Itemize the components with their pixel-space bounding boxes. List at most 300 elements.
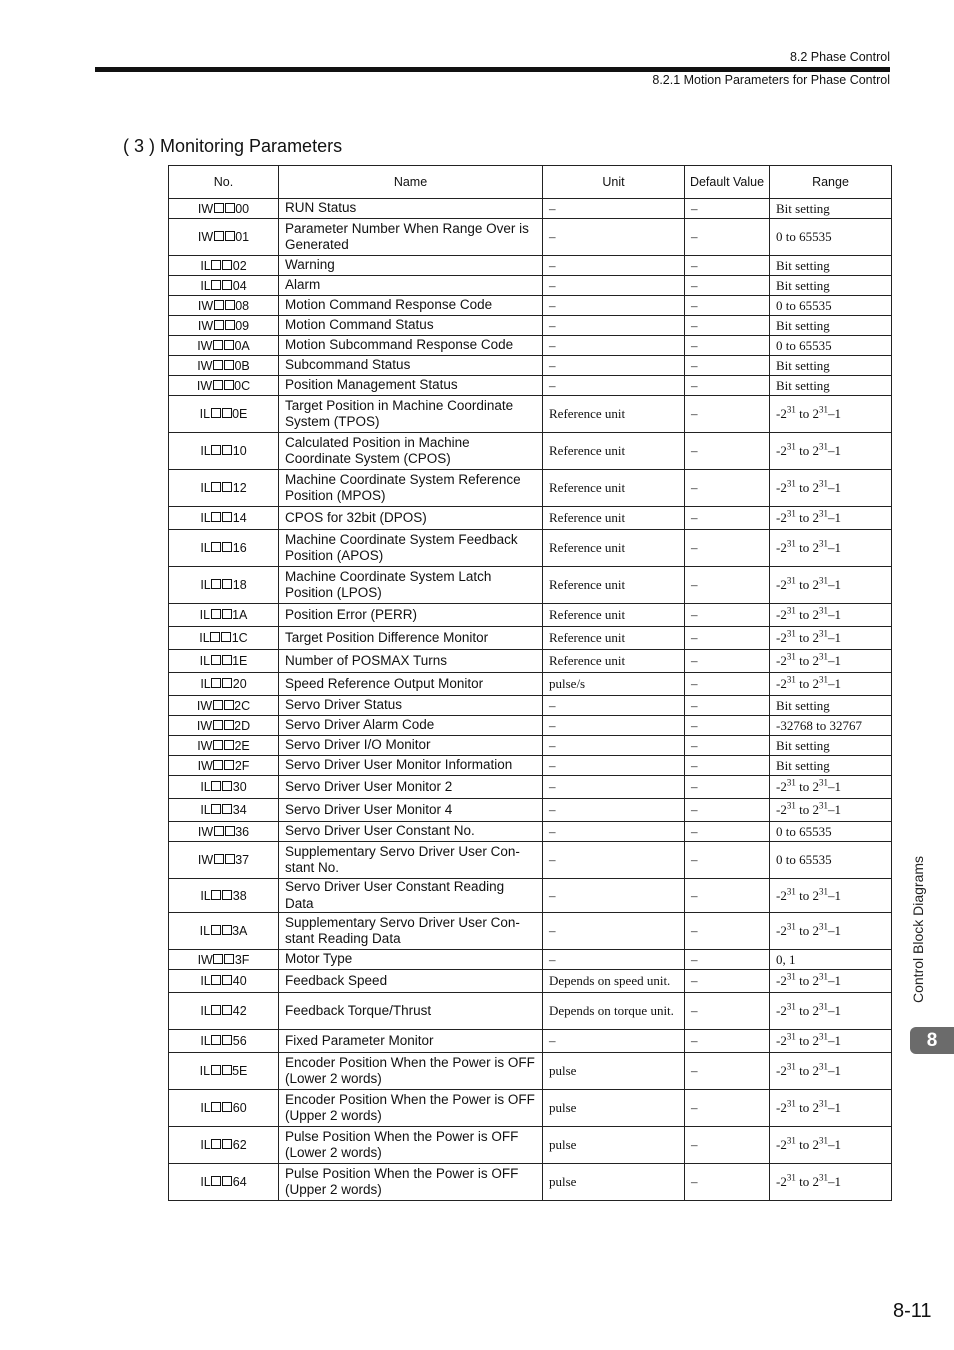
register-prefix: IW [197, 230, 214, 244]
param-default: – [685, 1127, 770, 1164]
header-section: 8.2 Phase Control [789, 50, 890, 64]
register-prefix: IW [196, 698, 213, 713]
axis-placeholder-box [211, 1035, 221, 1045]
table-row [169, 696, 892, 716]
param-name: Supplementary Servo Driver User Con-stant Reading Data [279, 913, 543, 950]
param-unit: – [543, 376, 685, 396]
param-range: 0 to 65535 [770, 822, 892, 842]
param-name: CPOS for 32bit (DPOS) [279, 507, 543, 530]
register-prefix: IL [200, 511, 211, 525]
param-default: – [685, 993, 770, 1030]
axis-placeholder-box [211, 975, 221, 985]
param-name: Servo Driver User Constant Reading Data [279, 879, 543, 913]
header-rule [95, 67, 890, 72]
param-default: – [685, 1053, 770, 1090]
param-range: $-2^{31}$ to $2^{31}-1$ [770, 1053, 892, 1090]
param-range: Bit setting [770, 316, 892, 336]
param-default: – [685, 316, 770, 336]
param-name: Calculated Position in Machine Coordinate System (CPOS) [279, 433, 543, 470]
register-offset: 64 [232, 1175, 247, 1189]
axis-placeholder-box [222, 1139, 232, 1149]
param-name: Position Error (PERR) [279, 604, 543, 627]
param-unit: Depends on speed unit. [543, 970, 685, 993]
param-number [169, 879, 279, 913]
param-name: Position Management Status [279, 376, 543, 396]
axis-placeholder-box [224, 740, 234, 750]
param-range: $-2^{31}$ to $2^{31}-1$ [770, 433, 892, 470]
param-number [169, 696, 279, 716]
table-row [169, 376, 892, 396]
param-unit: – [543, 799, 685, 822]
param-unit: pulse [543, 1127, 685, 1164]
register-offset: 08 [235, 298, 250, 313]
param-default: – [685, 736, 770, 756]
register-offset: 38 [232, 888, 247, 903]
param-number [169, 433, 279, 470]
axis-placeholder-box [225, 854, 235, 864]
register-offset: 34 [232, 803, 247, 817]
register-prefix: IL [200, 578, 211, 592]
table-row [169, 356, 892, 376]
axis-placeholder-box [211, 482, 221, 492]
monitoring-parameters-table [168, 165, 892, 1201]
table-row [169, 1030, 892, 1053]
param-name: Servo Driver I/O Monitor [279, 736, 543, 756]
register-prefix: IL [199, 654, 211, 668]
param-default: – [685, 276, 770, 296]
table-body [169, 199, 892, 1201]
table-row [169, 296, 892, 316]
table-row [169, 673, 892, 696]
table-row [169, 627, 892, 650]
param-name: Servo Driver Status [279, 696, 543, 716]
register-offset: 37 [235, 853, 250, 867]
axis-placeholder-box [224, 380, 234, 390]
param-number [169, 1030, 279, 1053]
param-name: Speed Reference Output Monitor [279, 673, 543, 696]
param-unit: Reference unit [543, 396, 685, 433]
table-row [169, 470, 892, 507]
axis-placeholder-box [222, 1035, 232, 1045]
register-prefix: IW [197, 358, 213, 373]
param-number [169, 376, 279, 396]
param-number [169, 219, 279, 256]
register-prefix: IW [197, 758, 213, 773]
param-default: – [685, 219, 770, 256]
param-unit: Reference unit [543, 530, 685, 567]
param-number [169, 1127, 279, 1164]
param-number [169, 627, 279, 650]
table-row [169, 913, 892, 950]
param-unit: – [543, 879, 685, 913]
register-prefix: IL [199, 407, 211, 421]
param-range: $-2^{31}$ to $2^{31}-1$ [770, 396, 892, 433]
axis-placeholder-box [221, 632, 231, 642]
axis-placeholder-box [224, 340, 234, 350]
axis-placeholder-box [222, 1065, 232, 1075]
param-default: – [685, 336, 770, 356]
param-unit: Reference unit [543, 567, 685, 604]
param-default: – [685, 970, 770, 993]
axis-placeholder-box [224, 700, 234, 710]
table-row [169, 1164, 892, 1201]
param-unit: – [543, 716, 685, 736]
param-default: – [685, 530, 770, 567]
register-offset: 36 [235, 824, 250, 839]
register-offset: 18 [232, 578, 247, 592]
param-default: – [685, 913, 770, 950]
axis-placeholder-box [222, 925, 232, 935]
register-prefix: IL [200, 1101, 211, 1115]
axis-placeholder-box [213, 380, 223, 390]
register-offset: 16 [232, 541, 247, 555]
param-number [169, 396, 279, 433]
param-default: – [685, 673, 770, 696]
axis-placeholder-box [211, 512, 221, 522]
axis-placeholder-box [222, 1005, 232, 1015]
header-unit: Unit [543, 166, 685, 199]
param-range: 0, 1 [770, 950, 892, 970]
axis-placeholder-box [222, 1102, 232, 1112]
register-prefix: IL [200, 1034, 211, 1048]
param-unit: Reference unit [543, 650, 685, 673]
axis-placeholder-box [211, 1005, 221, 1015]
table-row [169, 219, 892, 256]
param-number [169, 1090, 279, 1127]
register-offset: 30 [232, 780, 247, 794]
axis-placeholder-box [222, 482, 232, 492]
table-row [169, 799, 892, 822]
register-offset: 00 [235, 201, 250, 216]
axis-placeholder-box [222, 1176, 232, 1186]
axis-placeholder-box [225, 320, 235, 330]
param-name: Machine Coordinate System Reference Position (MPOS) [279, 470, 543, 507]
param-name: Target Position in Machine Coordinate System (TPOS) [279, 396, 543, 433]
axis-placeholder-box [211, 781, 221, 791]
param-number [169, 736, 279, 756]
param-number [169, 530, 279, 567]
param-unit: pulse [543, 1090, 685, 1127]
param-range: Bit setting [770, 199, 892, 219]
param-name: Fixed Parameter Monitor [279, 1030, 543, 1053]
section-title: ( 3 ) Monitoring Parameters [123, 136, 343, 156]
axis-placeholder-box [211, 408, 221, 418]
param-range: $-2^{31}$ to $2^{31}-1$ [770, 913, 892, 950]
register-offset: 09 [235, 318, 250, 333]
param-default: – [685, 604, 770, 627]
axis-placeholder-box [222, 975, 232, 985]
param-name: Feedback Torque/Thrust [279, 993, 543, 1030]
register-offset: 56 [232, 1034, 247, 1048]
param-number [169, 256, 279, 276]
param-number [169, 336, 279, 356]
axis-placeholder-box [211, 260, 221, 270]
param-range: $-2^{31}$ to $2^{31}-1$ [770, 567, 892, 604]
param-unit: – [543, 336, 685, 356]
param-default: – [685, 296, 770, 316]
param-unit: Reference unit [543, 627, 685, 650]
register-offset: 1C [231, 631, 248, 645]
axis-placeholder-box [222, 579, 232, 589]
axis-placeholder-box [214, 203, 224, 213]
param-range: Bit setting [770, 356, 892, 376]
register-offset: 42 [232, 1004, 247, 1018]
param-unit: Reference unit [543, 433, 685, 470]
param-name: Machine Coordinate System Feedback Position (APOS) [279, 530, 543, 567]
register-prefix: IW [197, 298, 214, 313]
param-default: – [685, 199, 770, 219]
register-offset: 0A [234, 338, 250, 353]
param-unit: Reference unit [543, 470, 685, 507]
param-unit: – [543, 276, 685, 296]
param-range: $-2^{31}$ to $2^{31}-1$ [770, 1090, 892, 1127]
register-offset: 40 [232, 974, 247, 988]
param-default: – [685, 256, 770, 276]
register-offset: 14 [232, 511, 247, 525]
axis-placeholder-box [222, 445, 232, 455]
param-number [169, 507, 279, 530]
table-row [169, 716, 892, 736]
table-row [169, 256, 892, 276]
axis-placeholder-box [213, 360, 223, 370]
param-default: – [685, 650, 770, 673]
register-offset: 1E [232, 654, 248, 668]
axis-placeholder-box [225, 300, 235, 310]
param-range: Bit setting [770, 736, 892, 756]
register-prefix: IL [199, 924, 211, 938]
axis-placeholder-box [225, 203, 235, 213]
param-range: Bit setting [770, 756, 892, 776]
param-default: – [685, 1090, 770, 1127]
param-range: -32768 to 32767 [770, 716, 892, 736]
param-unit: – [543, 913, 685, 950]
param-range: $-2^{31}$ to $2^{31}-1$ [770, 470, 892, 507]
param-name: Machine Coordinate System Latch Position (LPOS) [279, 567, 543, 604]
table-row [169, 276, 892, 296]
param-name: Target Position Difference Monitor [279, 627, 543, 650]
register-offset: 3F [234, 952, 250, 967]
axis-placeholder-box [222, 804, 232, 814]
param-number [169, 776, 279, 799]
register-prefix: IW [197, 338, 213, 353]
axis-placeholder-box [214, 826, 224, 836]
register-prefix: IL [200, 258, 211, 273]
axis-placeholder-box [211, 1102, 221, 1112]
register-prefix: IL [200, 780, 211, 794]
header-subsection: 8.2.1 Motion Parameters for Phase Control [652, 73, 890, 87]
param-range: $-2^{31}$ to $2^{31}-1$ [770, 627, 892, 650]
axis-placeholder-box [211, 609, 221, 619]
param-range: 0 to 65535 [770, 296, 892, 316]
register-offset: 12 [232, 481, 247, 495]
register-offset: 20 [232, 677, 247, 691]
param-unit: – [543, 950, 685, 970]
param-number [169, 296, 279, 316]
param-number [169, 604, 279, 627]
param-number [169, 993, 279, 1030]
axis-placeholder-box [214, 231, 224, 241]
param-default: – [685, 950, 770, 970]
param-name: Servo Driver User Constant No. [279, 822, 543, 842]
param-range: Bit setting [770, 276, 892, 296]
axis-placeholder-box [213, 340, 223, 350]
axis-placeholder-box [214, 854, 224, 864]
param-number [169, 756, 279, 776]
param-number [169, 716, 279, 736]
param-default: – [685, 842, 770, 879]
axis-placeholder-box [213, 720, 223, 730]
table-row [169, 950, 892, 970]
register-prefix: IW [197, 318, 214, 333]
axis-placeholder-box [211, 1139, 221, 1149]
param-number [169, 799, 279, 822]
param-number [169, 842, 279, 879]
axis-placeholder-box [214, 320, 224, 330]
param-number [169, 1164, 279, 1201]
param-unit: Reference unit [543, 507, 685, 530]
param-number [169, 316, 279, 336]
param-unit: – [543, 256, 685, 276]
axis-placeholder-box [224, 760, 234, 770]
param-number [169, 1053, 279, 1090]
register-prefix: IW [197, 853, 214, 867]
param-range: $-2^{31}$ to $2^{31}-1$ [770, 970, 892, 993]
param-number [169, 356, 279, 376]
param-unit: – [543, 356, 685, 376]
param-number [169, 567, 279, 604]
param-unit: – [543, 842, 685, 879]
register-prefix: IL [200, 1138, 211, 1152]
axis-placeholder-box [211, 890, 221, 900]
param-range: Bit setting [770, 256, 892, 276]
param-name: RUN Status [279, 199, 543, 219]
param-number [169, 822, 279, 842]
param-range: 0 to 65535 [770, 219, 892, 256]
param-default: – [685, 376, 770, 396]
register-prefix: IL [200, 1004, 211, 1018]
axis-placeholder-box [213, 740, 223, 750]
param-default: – [685, 776, 770, 799]
axis-placeholder-box [211, 804, 221, 814]
register-offset: 5E [232, 1064, 248, 1078]
param-range: $-2^{31}$ to $2^{31}-1$ [770, 799, 892, 822]
param-unit: – [543, 316, 685, 336]
axis-placeholder-box [222, 280, 232, 290]
param-range: $-2^{31}$ to $2^{31}-1$ [770, 650, 892, 673]
param-unit: – [543, 736, 685, 756]
side-tab-label: Control Block Diagrams [910, 855, 926, 1003]
param-range: $-2^{31}$ to $2^{31}-1$ [770, 530, 892, 567]
register-offset: 10 [232, 444, 247, 458]
param-name: Encoder Position When the Power is OFF (Lower 2 words) [279, 1053, 543, 1090]
table-row [169, 756, 892, 776]
param-number [169, 470, 279, 507]
param-range: 0 to 65535 [770, 336, 892, 356]
param-default: – [685, 696, 770, 716]
param-number [169, 913, 279, 950]
axis-placeholder-box [211, 1176, 221, 1186]
table-row [169, 970, 892, 993]
header-no: No. [169, 166, 279, 199]
register-offset: 01 [235, 230, 250, 244]
table-row [169, 842, 892, 879]
axis-placeholder-box [211, 1065, 221, 1075]
register-offset: 0B [234, 358, 250, 373]
register-offset: 1A [232, 608, 248, 622]
table-row [169, 736, 892, 756]
param-range: $-2^{31}$ to $2^{31}-1$ [770, 1030, 892, 1053]
register-prefix: IL [199, 1064, 211, 1078]
param-default: – [685, 356, 770, 376]
axis-placeholder-box [225, 231, 235, 241]
axis-placeholder-box [213, 954, 223, 964]
header-range: Range [770, 166, 892, 199]
register-offset: 04 [232, 278, 247, 293]
axis-placeholder-box [213, 760, 223, 770]
param-name: Motion Command Response Code [279, 296, 543, 316]
register-prefix: IW [197, 738, 213, 753]
param-name: Supplementary Servo Driver User Con-stant No. [279, 842, 543, 879]
param-name: Warning [279, 256, 543, 276]
param-name: Alarm [279, 276, 543, 296]
param-name: Pulse Position When the Power is OFF (Upper 2 words) [279, 1164, 543, 1201]
param-range: $-2^{31}$ to $2^{31}-1$ [770, 879, 892, 913]
param-name: Motor Type [279, 950, 543, 970]
param-default: – [685, 879, 770, 913]
param-default: – [685, 1164, 770, 1201]
table-row [169, 530, 892, 567]
register-prefix: IL [199, 631, 210, 645]
param-range: Bit setting [770, 696, 892, 716]
param-range: $-2^{31}$ to $2^{31}-1$ [770, 604, 892, 627]
param-unit: – [543, 756, 685, 776]
param-number [169, 970, 279, 993]
register-offset: 60 [232, 1101, 247, 1115]
register-prefix: IL [200, 677, 211, 691]
register-offset: 0C [234, 378, 251, 393]
param-unit: – [543, 822, 685, 842]
axis-placeholder-box [222, 512, 232, 522]
table-row [169, 507, 892, 530]
param-unit: pulse [543, 1164, 685, 1201]
axis-placeholder-box [222, 609, 232, 619]
axis-placeholder-box [224, 720, 234, 730]
param-default: – [685, 799, 770, 822]
axis-placeholder-box [211, 925, 221, 935]
param-unit: Reference unit [543, 604, 685, 627]
param-name: Feedback Speed [279, 970, 543, 993]
param-unit: pulse [543, 1053, 685, 1090]
register-prefix: IL [200, 888, 211, 903]
axis-placeholder-box [211, 280, 221, 290]
table-row [169, 604, 892, 627]
table-row [169, 879, 892, 913]
axis-placeholder-box [222, 408, 232, 418]
param-default: – [685, 433, 770, 470]
param-number [169, 199, 279, 219]
register-prefix: IL [200, 1175, 211, 1189]
register-prefix: IL [199, 608, 211, 622]
axis-placeholder-box [224, 954, 234, 964]
param-default: – [685, 396, 770, 433]
register-prefix: IL [200, 803, 211, 817]
param-name: Servo Driver User Monitor Information [279, 756, 543, 776]
axis-placeholder-box [224, 360, 234, 370]
table-row [169, 199, 892, 219]
param-number [169, 276, 279, 296]
param-name: Subcommand Status [279, 356, 543, 376]
table-row [169, 650, 892, 673]
